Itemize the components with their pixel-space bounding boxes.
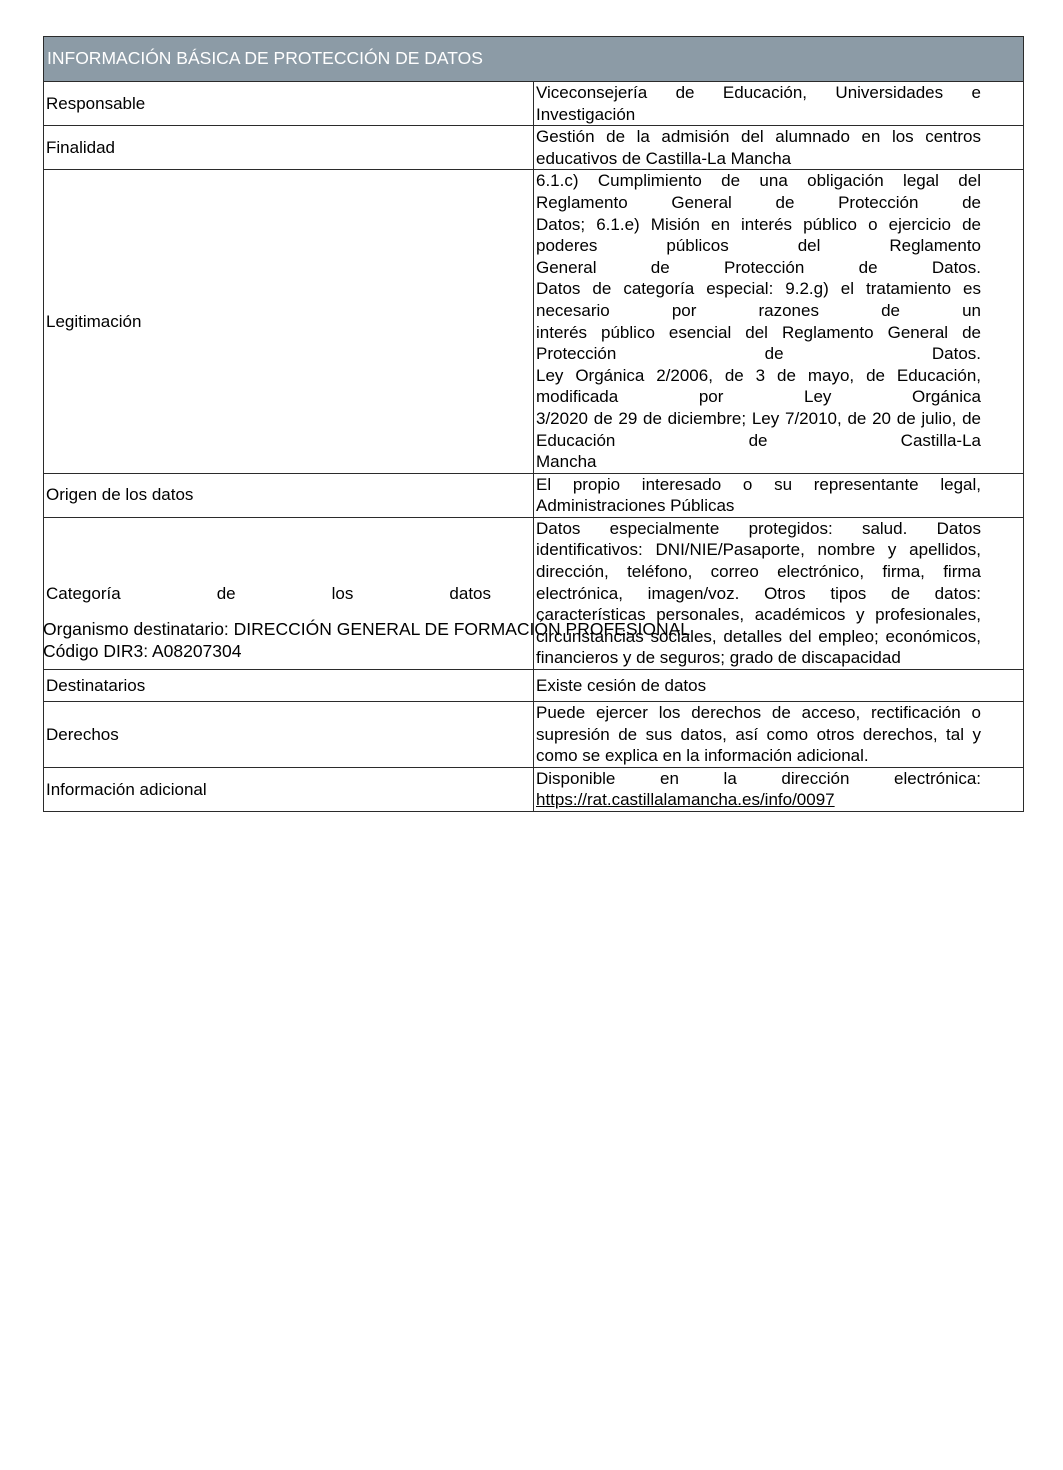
legitimacion-line: 3/2020 de 29 de diciembre; Ley 7/2010, de 20 de julio, de Educación de Castilla-La [536,408,981,450]
legitimacion-line: Ley Orgánica 2/2006, de 3 de mayo, de Educación, modificada por Ley Orgánica [536,365,981,407]
table-header: INFORMACIÓN BÁSICA DE PROTECCIÓN DE DATOS [44,37,1024,82]
info-adicional-link[interactable]: https://rat.castillalamancha.es/info/0097 [536,790,835,810]
data-protection-table [43,36,1024,812]
row-value-responsable: Viceconsejería de Educación, Universidades e Investigación [534,82,1024,126]
codigo-dir3: Código DIR3: A08207304 [43,640,242,661]
row-value-categoria: Datos especialmente protegidos: salud. Datos identificativos: DNI/NIE/Pasaporte, nombre y apellidos, dirección, teléfono, correo electrónico, firma, firma electrónica, imagen/voz. Otros tipos de datos: características personales, académicos y profesionales, circunstancias sociales, detalles del empleo; económicos, financieros y de seguros; grado de discapacidad [534,517,1024,669]
row-label-destinatarios: Destinatarios [44,670,534,702]
organismo-destinatario: Organismo destinatario: DIRECCIÓN GENERAL DE FORMACIÓN PROFESIONAL [43,619,691,639]
row-label-legitimacion: Legitimación [44,170,534,473]
table-row [44,82,1024,126]
table-row [44,767,1024,811]
table-row [44,670,1024,702]
table-row [44,170,1024,473]
table-row [44,702,1024,768]
row-label-responsable: Responsable [44,82,534,126]
row-label-info-adicional: Información adicional [44,767,534,811]
legitimacion-line: interés público esencial del Reglamento General de Protección de Datos. [536,322,981,364]
row-label-categoria: Categoría de los datos [44,517,534,669]
footer [43,619,690,662]
row-value-destinatarios: Existe cesión de datos [534,670,1024,702]
row-label-derechos: Derechos [44,702,534,768]
row-label-origen: Origen de los datos [44,473,534,517]
row-value-info-adicional [534,767,1024,811]
table-row [44,473,1024,517]
legitimacion-line: Datos de categoría especial: 9.2.g) el tratamiento es necesario por razones de un [536,279,981,320]
legitimacion-line: Datos; 6.1.e) Misión en interés público o ejercicio de poderes públicos del Reglamento [536,214,981,256]
legitimacion-line: General de Protección de Datos. [536,257,981,277]
legitimacion-line: Mancha [536,452,597,472]
info-adicional-prefix: Disponible en la dirección electrónica: [536,768,981,788]
legitimacion-line: 6.1.c) Cumplimiento de una obligación legal del Reglamento General de Protección de [536,171,981,212]
row-label-finalidad: Finalidad [44,126,534,170]
table-row [44,126,1024,170]
row-value-finalidad: Gestión de la admisión del alumnado en los centros educativos de Castilla-La Mancha [534,126,1024,170]
row-value-origen: El propio interesado o su representante legal, Administraciones Públicas [534,473,1024,517]
row-value-legitimacion [534,170,1024,473]
row-value-derechos: Puede ejercer los derechos de acceso, rectificación o supresión de sus datos, así como otros derechos, tal y como se explica en la información adicional. [534,702,1024,768]
